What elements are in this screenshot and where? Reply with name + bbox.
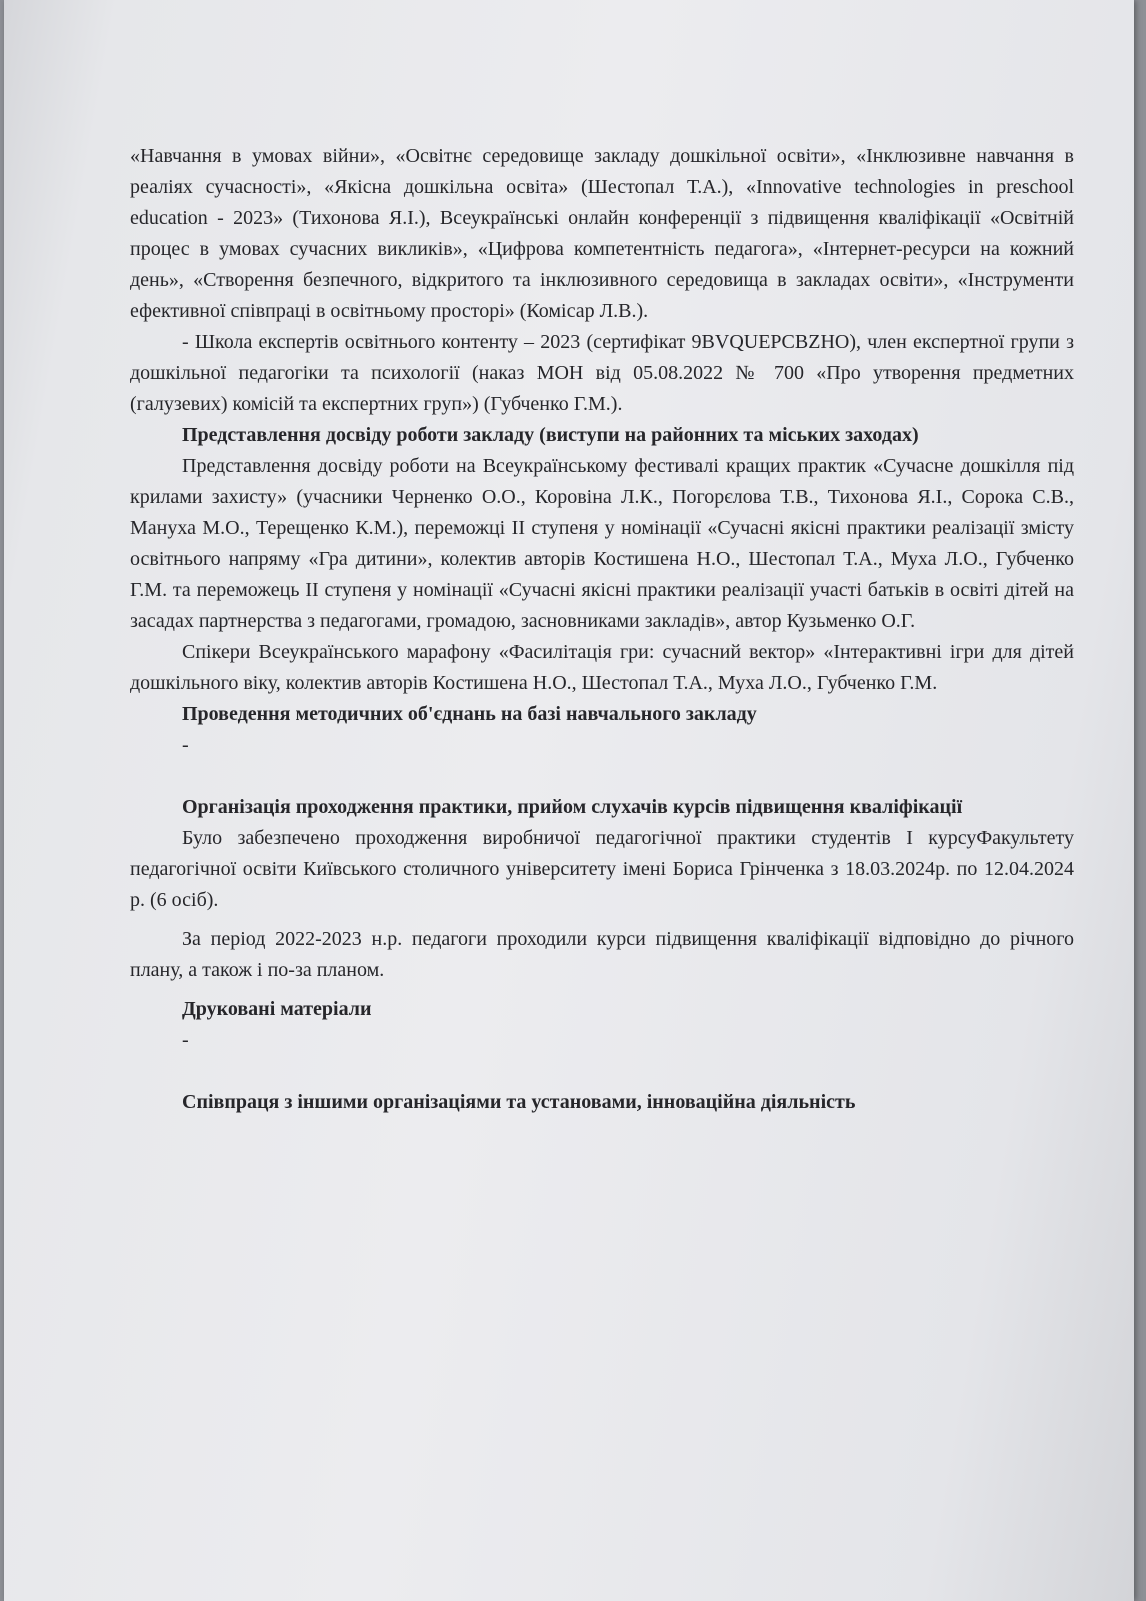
empty-dash: - [182,734,189,756]
heading-printed-materials: Друковані матеріали [182,998,372,1020]
paragraph-student-practice: Було забезпечено проходження виробничої педагогічної практики студентів І курсуФакультету педагогічної освіти Київського столичного університету імені Бориса Грінченка з 18.03.2024р. по 12.04.2024 р. (6 осіб). [130,827,1074,911]
paragraph-courses-list: «Навчання в умовах війни», «Освітнє середовище закладу дошкільної освіти», «Інклюзивне навчання в реаліях сучасності», «Якісна дошкільна освіта» (Шестопал Т.А.), «Innovative technologies in preschool education - 2023» (Тихонова Я.І.), Всеукраїнські онлайн конференції з підвищення кваліфікації «Освітній процес в умовах сучасних викликів», «Цифрова компетентність педагога», «Інтернет-ресурси на кожний день», «Створення безпечного, відкритого та інклюзивного середовища в закладах освіти», «Інструменти ефективної співпраці в освітньому просторі» (Комісар Л.В.). [130,145,1074,322]
paragraph-marathon-speakers: Спікери Всеукраїнського марафону «Фасилітація гри: сучасний вектор» «Інтерактивні ігри для дітей дошкільного віку, колектив авторів Костишена Н.О., Шестопал Т.А., Муха Л.О., Губченко Г.М. [130,641,1074,694]
document-body [130,141,1074,1118]
paragraph-expert-school: - Школа експертів освітнього контенту – 2023 (сертифікат 9BVQUEPCBZHO), член експертної групи з дошкільної педагогіки та психології (наказ МОН від 05.08.2022 № 700 «Про утворення предметних (галузевих) комісій та експертних груп») (Губченко Г.М.). [130,331,1074,415]
empty-dash: - [182,1029,189,1051]
heading-methodical-associations: Проведення методичних об'єднань на базі навчального закладу [182,703,757,725]
paper-sheet [4,0,1134,1601]
heading-cooperation: Співпраця з іншими організаціями та установами, інноваційна діяльність [182,1091,856,1113]
heading-experience-presentation: Представлення досвіду роботи закладу (виступи на районних та міських заходах) [182,424,919,446]
heading-practice-organization: Організація проходження практики, прийом слухачів курсів підвищення кваліфікації [182,796,963,818]
paragraph-festival: Представлення досвіду роботи на Всеукраїнському фестивалі кращих практик «Сучасне дошкілля під крилами захисту» (учасники Черненко О.О., Коровіна Л.К., Погорєлова Т.В., Тихонова Я.І., Сорока С.В., Мануха М.О., Терещенко К.М.), переможці ІІ ступеня у номінації «Сучасні якісні практики реалізації змісту освітнього напряму «Гра дитини», колектив авторів Костишена Н.О., Шестопал Т.А., Муха Л.О., Губченко Г.М. та переможець ІІ ступеня у номінації «Сучасні якісні практики реалізації участі батьків в освіті дітей на засадах партнерства з педагогами, громадою, засновниками закладів», автор Кузьменко О.Г. [130,455,1074,632]
spacer [130,986,1074,994]
spacer [130,916,1074,924]
spacer [130,761,1074,792]
spacer [130,1056,1074,1087]
paragraph-qualification-courses: За період 2022-2023 н.р. педагоги проходили курси підвищення кваліфікації відповідно до річного плану, а також і по-за планом. [130,928,1074,981]
